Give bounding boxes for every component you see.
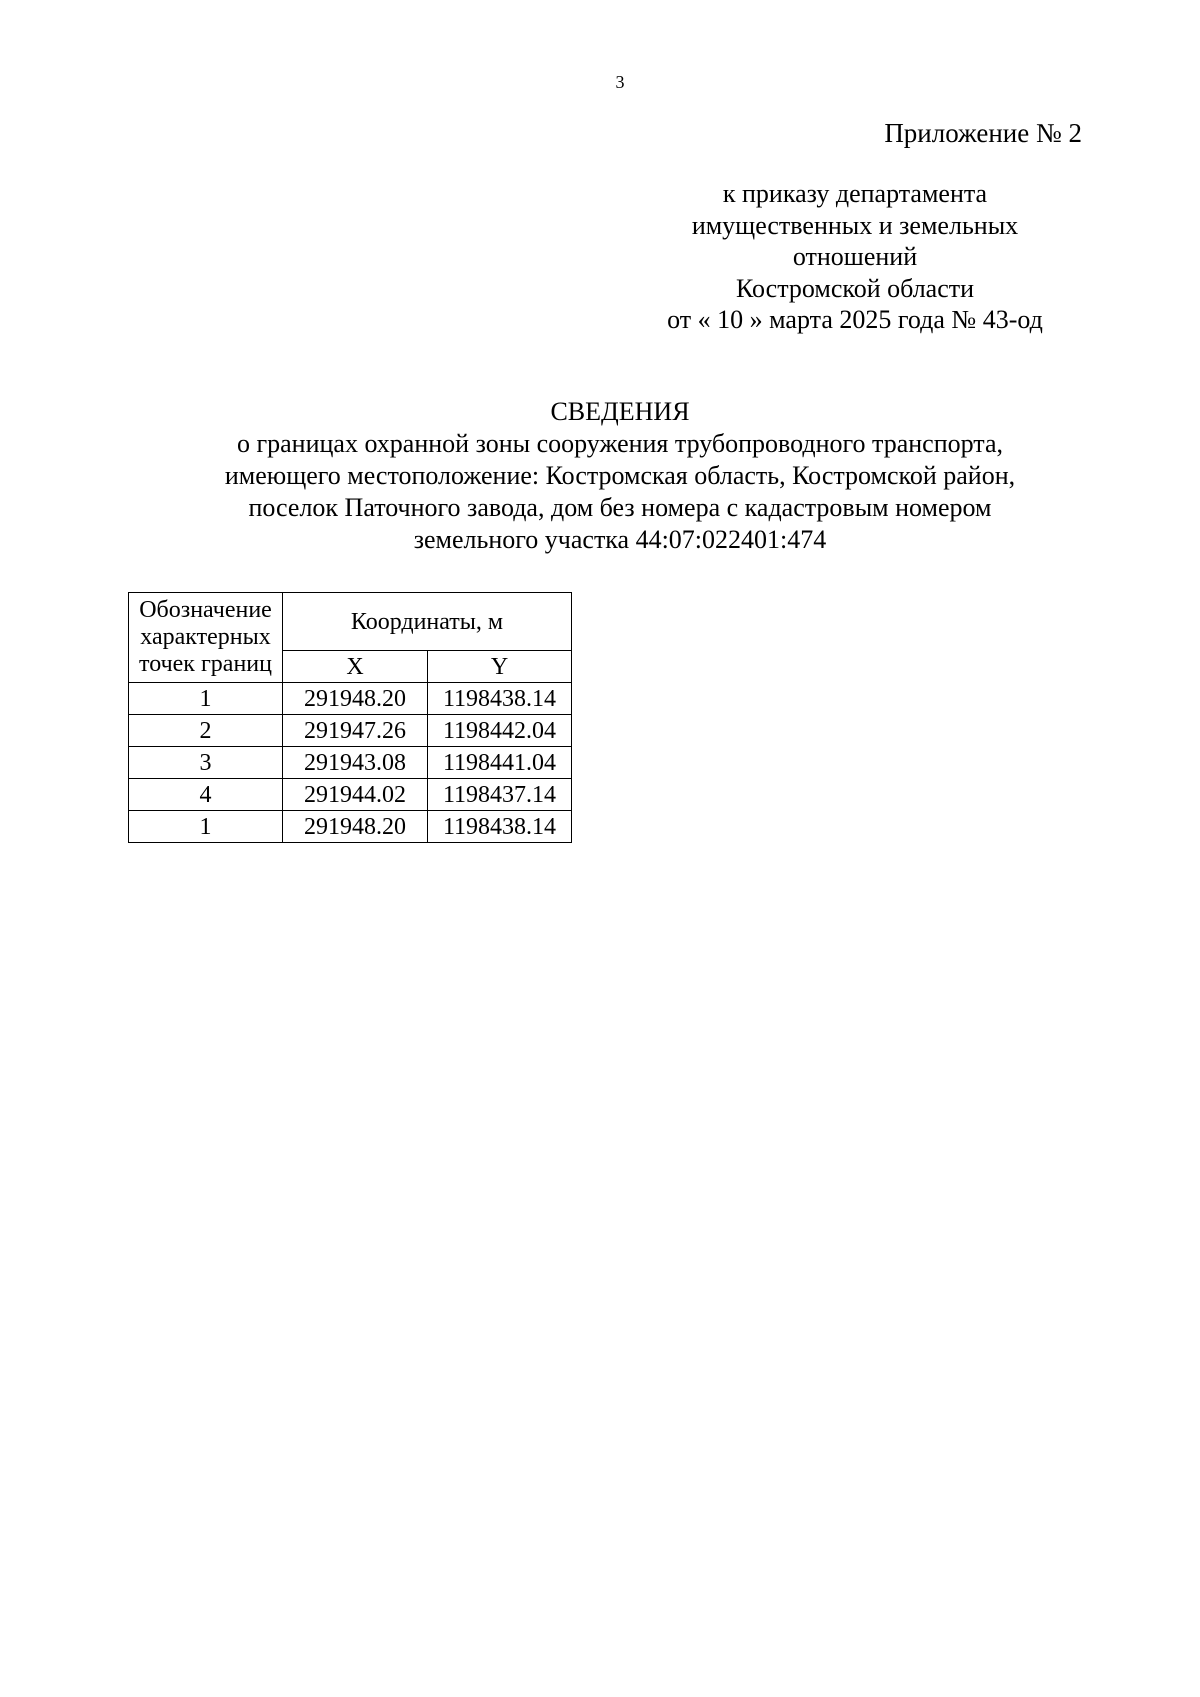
x-cell: 291947.26 xyxy=(283,715,428,747)
y-header: Y xyxy=(428,651,572,683)
order-reference-line: имущественных и земельных xyxy=(691,210,1019,240)
table-row xyxy=(129,811,572,843)
y-cell: 1198441.04 xyxy=(428,747,572,779)
page-number: 3 xyxy=(615,72,625,92)
document-subtitle-line: поселок Паточного завода, дом без номера с кадастровым номером xyxy=(248,493,992,522)
document-subtitle-line: имеющего местоположение: Костромская область, Костромской район, xyxy=(224,461,1016,490)
x-cell: 291948.20 xyxy=(283,683,428,715)
point-cell: 3 xyxy=(129,747,283,779)
point-designation-header xyxy=(129,593,283,683)
y-cell: 1198438.14 xyxy=(428,811,572,843)
order-reference-line: отношений xyxy=(792,242,918,271)
document-subtitle-line: земельного участка 44:07:022401:474 xyxy=(413,525,827,554)
order-reference-line: к приказу департамента xyxy=(722,179,988,208)
table-header-row xyxy=(129,593,572,651)
x-cell: 291943.08 xyxy=(283,747,428,779)
document-subtitle-line: о границах охранной зоны сооружения трубопроводного транспорта, xyxy=(236,429,1004,458)
table-row xyxy=(129,683,572,715)
order-reference-line: от « 10 » марта 2025 года № 43-од xyxy=(667,305,1043,334)
header-line: точек границ xyxy=(139,651,272,677)
y-cell: 1198437.14 xyxy=(428,779,572,811)
point-cell: 4 xyxy=(129,779,283,811)
order-reference-line: Костромской области xyxy=(735,273,975,303)
x-cell: 291944.02 xyxy=(283,779,428,811)
document-title: СВЕДЕНИЯ xyxy=(550,397,690,426)
table-row xyxy=(129,779,572,811)
header-line: Обозначение xyxy=(139,597,272,623)
x-header: X xyxy=(283,651,428,683)
x-cell: 291948.20 xyxy=(283,811,428,843)
y-cell: 1198438.14 xyxy=(428,683,572,715)
coordinates-header: Координаты, м xyxy=(283,593,572,651)
coordinates-table xyxy=(128,592,572,843)
table-row xyxy=(129,747,572,779)
table-row xyxy=(129,715,572,747)
order-reference xyxy=(590,178,1120,336)
point-cell: 1 xyxy=(129,811,283,843)
appendix-title: Приложение № 2 xyxy=(884,118,1082,148)
point-cell: 1 xyxy=(129,683,283,715)
y-cell: 1198442.04 xyxy=(428,715,572,747)
header-line: характерных xyxy=(140,624,271,650)
document-heading xyxy=(0,396,1200,556)
point-cell: 2 xyxy=(129,715,283,747)
